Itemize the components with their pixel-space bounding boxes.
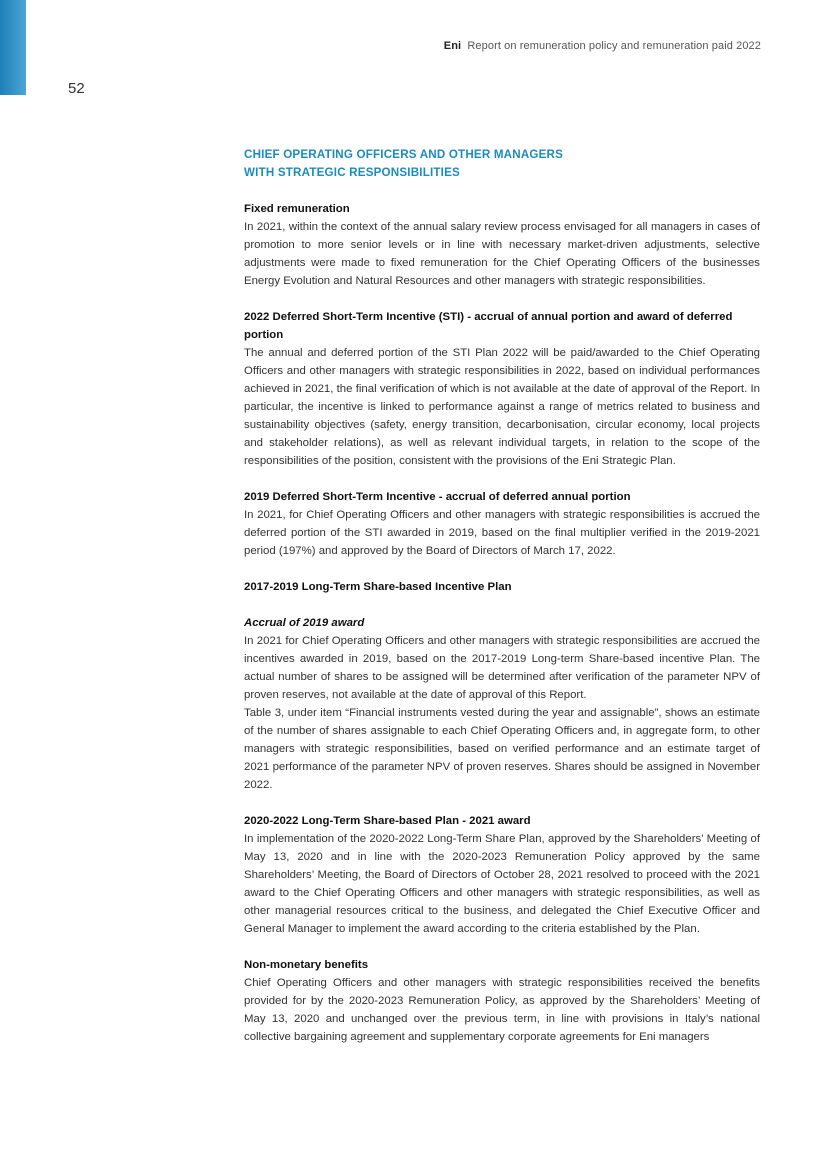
page-header	[444, 40, 761, 52]
brand-name: Eni	[443, 40, 462, 52]
report-title: Report on remuneration policy and remuneration paid 2022	[467, 40, 761, 52]
lti-2017-2019-body-1: In 2021 for Chief Operating Officers and other managers with strategic responsibilities are accrued the incentives awarded in 2019, based on the 2017-2019 Long-term Share-based incentive Plan. The actual number of shares to be assigned will be determined after verification of the parameter NPV of proven reserves, not available at the date of approval of this Report.	[244, 635, 760, 701]
sti-2019-body: In 2021, for Chief Operating Officers and other managers with strategic responsibilities is accrued the deferred portion of the STI awarded in 2019, based on the final multiplier verified in the 2019-2021 period (197%) and approved by the Board of Directors of March 17, 2022.	[244, 509, 760, 557]
non-monetary-heading: Non-monetary benefits	[244, 959, 369, 971]
section-title-line-2: WITH STRATEGIC RESPONSIBILITIES	[244, 166, 460, 179]
lti-2017-2019-body-2: Table 3, under item “Financial instruments vested during the year and assignable”, shows an estimate of the number of shares assignable to each Chief Operating Officers and, in aggregate form, to other managers with strategic responsibilities, based on verified performance and an estimate target of 2021 performance of the parameter NPV of proven reserves. Shares should be assigned in November 2022.	[244, 707, 760, 791]
sti-2019-heading: 2019 Deferred Short-Term Incentive - accrual of deferred annual portion	[244, 491, 631, 503]
section-title-line-1: CHIEF OPERATING OFFICERS AND OTHER MANAGERS	[244, 148, 564, 161]
fixed-remuneration-body: In 2021, within the context of the annual salary review process envisaged for all managers in cases of promotion to more senior levels or in line with necessary market-driven adjustments, selective adjustments were made to fixed remuneration for the Chief Operating Officers of the businesses Energy Evolution and Natural Resources and other managers with strategic responsibilities.	[244, 221, 760, 287]
non-monetary-body: Chief Operating Officers and other managers with strategic responsibilities received the benefits provided for by the 2020-2023 Remuneration Policy, as approved by the Shareholders’ Meeting of May 13, 2020 and unchanged over the previous term, in line with provisions in Italy’s national collective bargaining agreement and supplementary corporate agreements for Eni managers	[244, 977, 760, 1043]
lti-2017-2019-heading: 2017-2019 Long-Term Share-based Incentive Plan	[244, 581, 512, 593]
lti-2020-2022-body: In implementation of the 2020-2022 Long-Term Share Plan, approved by the Shareholders’ Meeting of May 13, 2020 and in line with the 2020-2023 Remuneration Policy approved by the same Shareholders’ Meeting, the Board of Directors of October 28, 2021 resolved to proceed with the 2021 award to the Chief Operating Officers and other managers with strategic responsibilities, as well as other managerial resources critical to the business, and delegated the Chief Executive Officer and General Manager to implement the award according to the criteria established by the Plan.	[244, 833, 760, 935]
sti-2022-body: The annual and deferred portion of the STI Plan 2022 will be paid/awarded to the Chief Operating Officers and other managers with strategic responsibilities in 2022, based on individual performances achieved in 2021, the final verification of which is not available at the date of approval of the Report. In particular, the incentive is linked to performance against a range of metrics related to business and sustainability objectives (safety, energy transition, decarbonisation, circular economy, local projects and stakeholder relations), as well as relevant individual targets, in relation to the scope of the responsibilities of the position, consistent with the provisions of the Eni Strategic Plan.	[244, 347, 760, 467]
lti-2020-2022-heading: 2020-2022 Long-Term Share-based Plan - 2021 award	[244, 815, 531, 827]
sti-2022-heading: 2022 Deferred Short-Term Incentive (STI) - accrual of annual portion and award of deferred portion	[244, 311, 733, 341]
main-content	[244, 146, 760, 1046]
side-accent-bar	[0, 0, 26, 95]
lti-2017-2019-subheading: Accrual of 2019 award	[244, 617, 365, 629]
page-number: 52	[68, 80, 85, 97]
fixed-remuneration-heading: Fixed remuneration	[244, 203, 350, 215]
section-title	[244, 146, 760, 182]
